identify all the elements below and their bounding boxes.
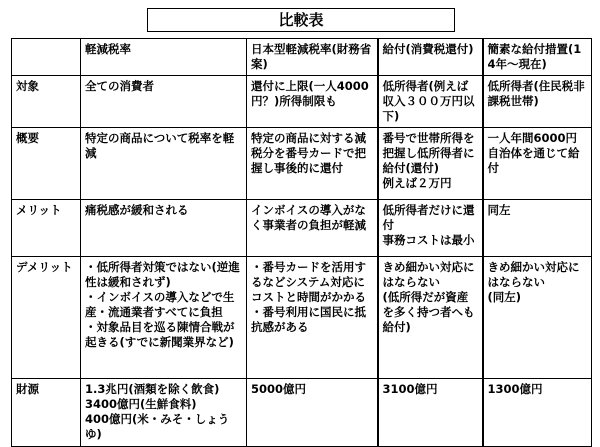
- cell-line: 還付に上限(一人4000円？)所得制限も: [251, 79, 369, 108]
- cell-line: 低所得者(例えば収入３００万円以下): [382, 79, 475, 123]
- header-cell: 給付(消費税還付): [378, 39, 483, 76]
- table-row: [12, 379, 592, 447]
- cell-line: ・インボイスの導入などで生産・流通業者すべてに負担: [85, 290, 235, 319]
- comparison-table: [11, 38, 592, 447]
- cell-line: 例えば２万円: [382, 176, 452, 190]
- cell-line: 3400億円(生鮮食料): [85, 397, 197, 411]
- row-label: 財源: [12, 379, 81, 447]
- table-cell: [247, 128, 378, 200]
- table-cell: [81, 257, 247, 379]
- table-cell: [378, 379, 483, 447]
- header-cell: 日本型軽減税率(財務省案): [247, 39, 378, 76]
- header-cell: 簡素な給付措置(14年〜現在): [483, 39, 592, 76]
- cell-line: 特定の商品について税率を軽減: [85, 131, 235, 160]
- cell-line: 3100億円: [382, 382, 438, 396]
- header-cell: 軽減税率: [81, 39, 247, 76]
- table-cell: [81, 200, 247, 257]
- table-cell: [483, 128, 592, 200]
- table-title: 比較表: [147, 8, 455, 32]
- cell-line: インボイスの導入がなく事業者の負担が軽減: [251, 203, 366, 232]
- table-row: [12, 257, 592, 379]
- cell-line: 番号で世帯所得を把握し低所得者に給付(還付): [382, 131, 475, 175]
- table-row: [12, 128, 592, 200]
- cell-line: 1300億円: [487, 382, 543, 396]
- cell-line: ・番号カードを活用するなどシステム対応にコストと時間がかかる: [251, 260, 366, 304]
- table-cell: [378, 257, 483, 379]
- cell-line: 低所得者だけに還付: [382, 203, 475, 232]
- table-cell: [483, 257, 592, 379]
- cell-line: ・対象品目を巡る陳情合戦が起きる(すでに新聞業界など): [85, 320, 235, 349]
- cell-line: (低所得だが資産を多く持つ者へも給付): [382, 290, 475, 334]
- table-cell: [247, 379, 378, 447]
- cell-line: 全ての消費者: [85, 79, 154, 93]
- table-cell: [81, 76, 247, 128]
- table-cell: [378, 128, 483, 200]
- row-label: 対象: [12, 76, 81, 128]
- cell-line: 同左: [487, 203, 511, 217]
- table-cell: [247, 76, 378, 128]
- cell-line: ・低所得者対策ではない(逆進性は緩和されず): [85, 260, 240, 289]
- row-label: デメリット: [12, 257, 81, 379]
- cell-line: 5000億円: [251, 382, 307, 396]
- cell-line: 痛税感が緩和される: [85, 203, 189, 217]
- table-cell: [483, 200, 592, 257]
- row-label: 概要: [12, 128, 81, 200]
- cell-line: きめ細かい対応にはならない: [487, 260, 580, 289]
- table-cell: [483, 76, 592, 128]
- table-row: [12, 200, 592, 257]
- row-label: メリット: [12, 200, 81, 257]
- cell-line: 事務コストは最小: [382, 233, 475, 247]
- table-cell: [81, 379, 247, 447]
- table-cell: [378, 76, 483, 128]
- table-cell: [247, 200, 378, 257]
- table-cell: [247, 257, 378, 379]
- cell-line: 低所得者(住民税非課税世帯): [487, 79, 585, 108]
- table-cell: [483, 379, 592, 447]
- table-cell: [378, 200, 483, 257]
- cell-line: 自治体を通じて給付: [487, 146, 580, 175]
- table-row: [12, 76, 592, 128]
- table-cell: [81, 128, 247, 200]
- cell-line: 特定の商品に対する減税分を番号カードで把握し事後的に還付: [251, 131, 366, 175]
- cell-line: 400億円(米・みそ・しょうゆ): [85, 412, 230, 441]
- cell-line: 一人年間6000円: [487, 131, 578, 145]
- cell-line: 1.3兆円(酒類を除く飲食): [85, 382, 220, 396]
- cell-line: ・番号利用に国民に抵抗感がある: [251, 305, 366, 334]
- header-cell: [12, 39, 81, 76]
- header-row: [12, 39, 592, 76]
- cell-line: きめ細かい対応にはならない: [382, 260, 475, 289]
- cell-line: (同左): [487, 290, 522, 304]
